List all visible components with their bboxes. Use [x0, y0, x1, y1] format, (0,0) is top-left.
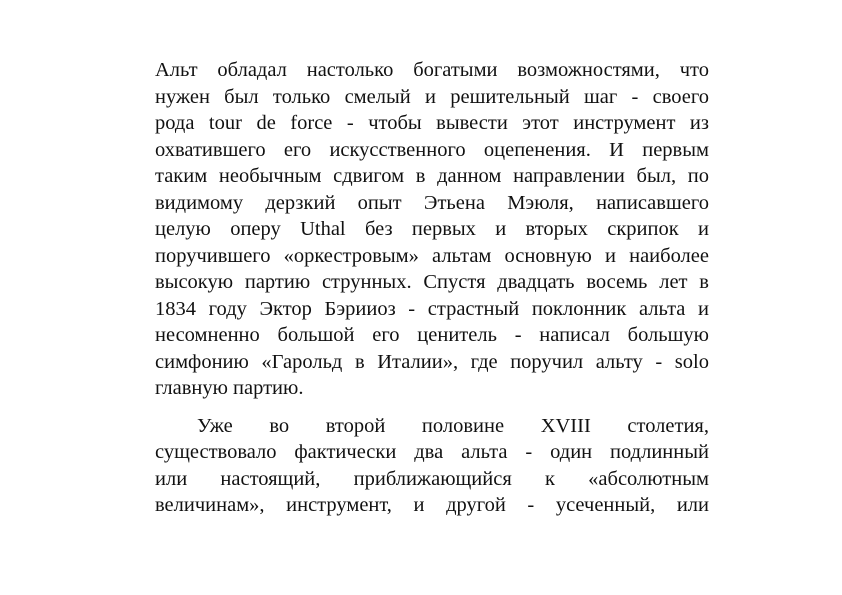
text-line: величинам», инструмент, и другой - усеченный, или	[155, 494, 709, 516]
text-line: поручившего «оркестровым» альтам основную и наиболее	[155, 244, 709, 267]
text-line: или настоящий, приближающийся к «абсолютным	[155, 467, 709, 490]
text-line: несомненно большой его ценитель - написал большую	[155, 324, 709, 346]
text-line: главную партию.	[155, 377, 304, 399]
text-line: высокую партию струнных. Спустя двадцать восемь лет в	[155, 271, 709, 293]
text-line: видимому дерзкий опыт Этьена Мэюля, написавшего	[155, 191, 709, 214]
text-line: Альт обладал настолько богатыми возможностями, что	[155, 59, 709, 81]
text-line: нужен был только смелый и решительный шаг - своего	[155, 85, 709, 108]
paragraph-spacer	[155, 402, 709, 413]
text-line: 1834 году Эктор Бэрииоз - страстный поклонник альта и	[155, 297, 709, 320]
text-line: существовало фактически два альта - один подлинный	[155, 441, 709, 463]
text-line: таким необычным сдвигом в данном направлении был, по	[155, 165, 709, 187]
text-line: охватившего его искусственного оцепенения. И первым	[155, 138, 709, 161]
paragraph-2	[155, 413, 709, 519]
text-line: целую оперу Uthal без первых и вторых скрипок и	[155, 218, 709, 240]
paragraph-1	[155, 57, 709, 402]
text-line: рода tour de force - чтобы вывести этот инструмент из	[155, 112, 709, 134]
text-line: симфонию «Гарольд в Италии», где поручил альту - solo	[155, 350, 709, 373]
text-line: Уже во второй половине XVIII столетия,	[197, 414, 709, 437]
body-text	[155, 57, 709, 519]
